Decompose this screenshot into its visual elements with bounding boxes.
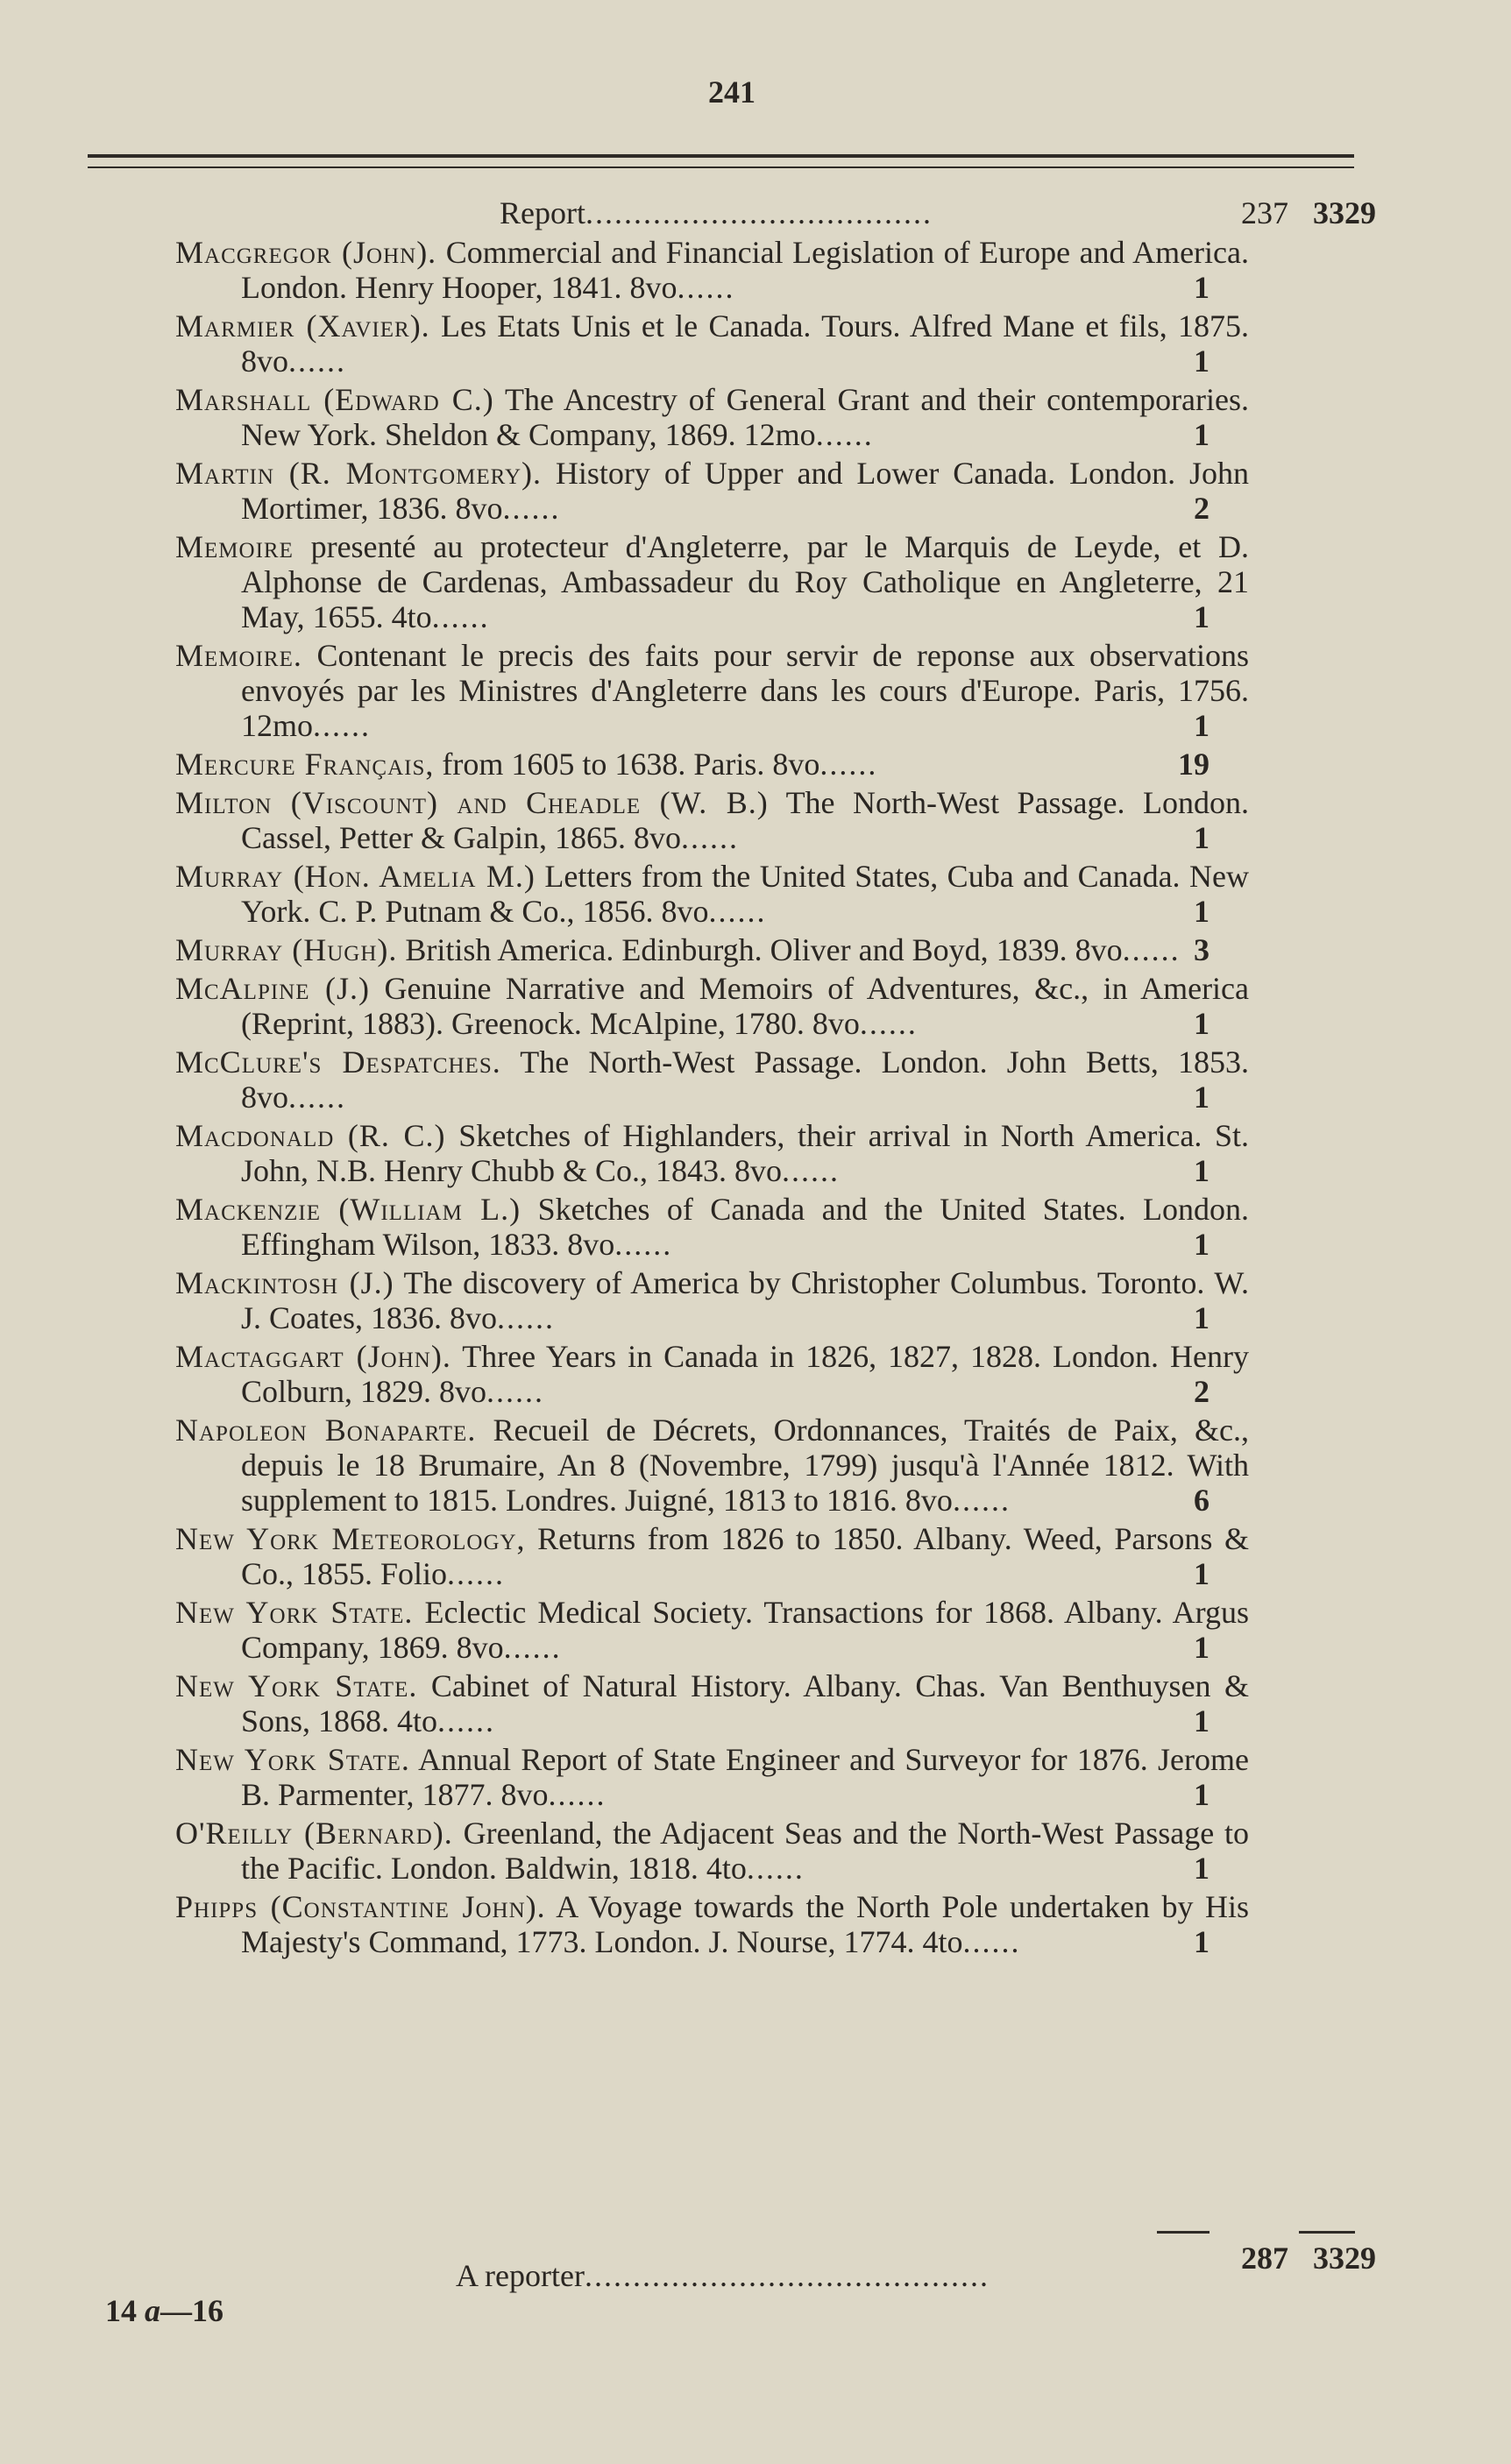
entry-title: A Voyage towards the North Pole undertaken by His Majesty's Command, 1773. London. J. Nourse, 1774. 4to [241,1889,1250,1959]
totals-total: 3329 [1313,2241,1376,2276]
page-number: 241 [708,74,756,110]
report-count: 237 [1241,195,1288,230]
entry-author: McAlpine (J.) [175,971,370,1006]
report-row [175,195,1385,235]
entry-quantity: 1 [1194,343,1210,379]
entry-title: The North-West Passage. London. Cassel, Petter & Galpin, 1865. 8vo [241,785,1249,855]
catalog-entry [175,1118,1385,1188]
leader-dots: ...... [502,491,561,526]
catalog-entry [175,1742,1385,1812]
entry-quantity: 1 [1194,1777,1210,1812]
report-total: 3329 [1313,195,1376,230]
leader-dots: ...... [1122,932,1181,967]
catalog-entry [175,1192,1385,1262]
header-rule [88,154,1354,158]
entry-text [175,747,1249,782]
entry-author: New York Meteorology, [175,1521,526,1556]
entry-title: Commercial and Financial Legislation of Europe and America. London. Henry Hooper, 1841. 8vo [241,235,1250,305]
entry-quantity: 2 [1194,491,1210,526]
entry-quantity: 1 [1194,820,1210,855]
leader-dots: ...... [952,1483,1011,1518]
entry-quantity: 1 [1194,1703,1210,1738]
entry-title: Eclectic Medical Society. Transactions for 1868. Albany. Argus Company, 1869. 8vo [241,1595,1250,1665]
entry-title: Genuine Narrative and Memoirs of Adventures, &c., in America (Reprint, 1883). Greenock. McAlpine, 1780. 8vo [241,971,1250,1041]
entry-author: New York State. [175,1668,418,1703]
catalog-entry [175,1889,1385,1959]
entry-title: History of Upper and Lower Canada. London. John Mortimer, 1836. 8vo [241,456,1250,526]
entry-author: Macdonald (R. C.) [175,1118,446,1153]
leader-dots: ...... [431,599,490,634]
catalog-entry [175,1339,1385,1409]
entry-quantity: 1 [1194,599,1210,634]
count-rule [1157,2231,1210,2234]
catalog-entry [175,932,1385,967]
entry-quantity: 1 [1194,417,1210,452]
leader-dots: ...... [497,1300,555,1335]
entry-text [175,1668,1249,1738]
catalog-entry [175,971,1385,1041]
entry-quantity: 1 [1194,1153,1210,1188]
leader-dots: ...... [815,417,874,452]
catalog-entry [175,382,1385,452]
leader-dots: ...... [859,1006,918,1041]
catalog-entry [175,1595,1385,1665]
entry-text [175,1742,1249,1812]
entry-quantity: 1 [1194,1630,1210,1665]
leader-dots: ...... [614,1227,673,1262]
leader-dots: ...... [437,1703,496,1738]
entry-text [175,529,1249,634]
entry-title: Recueil de Décrets, Ordonnances, Traités de Paix, &c., depuis le 18 Brumaire, An 8 (Novembre, 1799) jusqu'à l'Année 1812. With supplement to 1815. Londres. Juigné, 1813 to 1816. 8vo [241,1413,1249,1518]
entry-author: New York State. [175,1595,414,1630]
entry-author: Martin (R. Montgomery). [175,456,543,491]
entry-author: Mackenzie (William L.) [175,1192,521,1227]
entry-title: from 1605 to 1638. Paris. 8vo [442,747,820,782]
entry-text [175,1265,1249,1335]
entry-title: The discovery of America by Christopher Columbus. Toronto. W. J. Coates, 1836. 8vo [241,1265,1249,1335]
entry-author: Memoire. [175,638,302,673]
entry-text [175,456,1249,526]
entry-title: Cabinet of Natural History. Albany. Chas. Van Benthuysen & Sons, 1868. 4to [241,1668,1250,1738]
entry-author: Macgregor (John). [175,235,437,270]
entry-text [175,1118,1249,1188]
entry-quantity: 1 [1194,1924,1210,1959]
catalog-entry [175,456,1385,526]
entry-author: Mackintosh (J.) [175,1265,394,1300]
entry-title: Les Etats Unis et le Canada. Tours. Alfred Mane et fils, 1875. 8vo [241,308,1250,379]
leader-dots: ...... [680,820,739,855]
leader-dots: ...... [548,1777,607,1812]
leader-dots: ...... [486,1374,545,1409]
entry-text [175,785,1249,855]
entry-text [175,932,1249,967]
entry-title: The North-West Passage. London. John Betts, 1853. 8vo [241,1044,1249,1115]
entry-title: Letters from the United States, Cuba and Canada. New York. C. P. Putnam & Co., 1856. 8vo [241,859,1250,929]
entry-text [175,235,1249,305]
catalog-entry [175,1521,1385,1591]
leader-dots: ...... [447,1556,506,1591]
entry-quantity: 1 [1194,1227,1210,1262]
catalog-entry [175,529,1385,634]
catalog-entry [175,785,1385,855]
entry-quantity: 1 [1194,270,1210,305]
entry-quantity: 2 [1194,1374,1210,1409]
totals-count: 287 [1241,2241,1288,2276]
entry-quantity: 1 [1194,1300,1210,1335]
footer-code: 14 a—16 [105,2293,223,2328]
entry-text [175,1816,1249,1886]
catalog-entry [175,859,1385,929]
entry-author: McClure's Despatches. [175,1044,501,1080]
leader-dots: ...... [288,343,346,379]
entry-author: Murray (Hon. Amelia M.) [175,859,536,894]
entry-quantity: 3 [1194,932,1210,967]
entry-title: The Ancestry of General Grant and their contemporaries. New York. Sheldon & Company, 1869. 12mo [241,382,1250,452]
leader-dots: ...... [962,1924,1021,1959]
entry-author: Marmier (Xavier). [175,308,430,343]
entry-quantity: 1 [1194,894,1210,929]
entry-title: Returns from 1826 to 1850. Albany. Weed, Parsons & Co., 1855. Folio [241,1521,1250,1591]
leader-dots: ...... [313,708,372,743]
entry-author: Milton (Viscount) and Cheadle (W. B.) [175,785,769,820]
report-label: Report.................................... [500,195,933,230]
catalog-entry [175,638,1385,743]
leader-dots: ...... [782,1153,841,1188]
entry-quantity: 1 [1194,708,1210,743]
entry-title: Sketches of Highlanders, their arrival in North America. St. John, N.B. Henry Chubb & Co., 1843. 8vo [241,1118,1250,1188]
entry-text [175,859,1249,929]
total-rule [1299,2231,1355,2234]
entry-title: Sketches of Canada and the United States. London. Effingham Wilson, 1833. 8vo [241,1192,1250,1262]
entry-author: O'Reilly (Bernard). [175,1816,453,1851]
entry-text [175,1413,1249,1518]
entry-author: Memoire [175,529,294,564]
entry-text [175,1192,1249,1262]
entry-text [175,308,1249,379]
header-rule-thin [88,166,1354,168]
entry-title: Greenland, the Adjacent Seas and the North-West Passage to the Pacific. London. Baldwin, 1818. 4to [241,1816,1250,1886]
totals-row [175,2231,1385,2301]
entry-title: Contenant le precis des faits pour servir de reponse aux observations envoyés par les Ministres d'Angleterre dans les cours d'Europe. Paris, 1756. 12mo [241,638,1250,743]
entry-title: presenté au protecteur d'Angleterre, par le Marquis de Leyde, et D. Alphonse de Cardenas, Ambassadeur du Roy Catholique en Angleterre, 21 May, 1655. 4to [241,529,1249,634]
catalog-entry [175,1413,1385,1518]
leader-dots: ...... [677,270,735,305]
entry-text [175,638,1249,743]
entry-author: New York State. [175,1742,410,1777]
catalog-entry [175,1816,1385,1886]
catalog-entry [175,235,1385,305]
entry-author: Murray (Hugh). [175,932,398,967]
entry-title: Annual Report of State Engineer and Surveyor for 1876. Jerome B. Parmenter, 1877. 8vo [241,1742,1249,1812]
entry-quantity: 19 [1178,747,1210,782]
entry-author: Marshall (Edward C.) [175,382,494,417]
entry-quantity: 1 [1194,1556,1210,1591]
entry-text [175,1521,1249,1591]
entry-author: Phipps (Constantine John). [175,1889,546,1924]
leader-dots: ...... [819,747,878,782]
entry-quantity: 1 [1194,1006,1210,1041]
entry-text [175,1595,1249,1665]
entry-text [175,1339,1249,1409]
catalog-entry [175,1044,1385,1115]
catalog-entry [175,747,1385,782]
entry-quantity: 1 [1194,1851,1210,1886]
leader-dots: ...... [503,1630,562,1665]
entry-author: Napoleon Bonaparte. [175,1413,477,1448]
entry-author: Mercure Français, [175,747,435,782]
entry-text [175,971,1249,1041]
catalog-entry [175,1265,1385,1335]
entry-quantity: 1 [1194,1080,1210,1115]
catalog-entry [175,308,1385,379]
entry-list [175,195,1385,1963]
leader-dots: ...... [288,1080,346,1115]
leader-dots: ...... [746,1851,805,1886]
leader-dots: ...... [708,894,767,929]
entry-title: British America. Edinburgh. Oliver and Boyd, 1839. 8vo [405,932,1123,967]
entry-quantity: 6 [1194,1483,1210,1518]
entry-text [175,1889,1249,1959]
totals-label: A reporter.......................................... [456,2258,990,2293]
catalog-entry [175,1668,1385,1738]
entry-title: Three Years in Canada in 1826, 1827, 1828. London. Henry Colburn, 1829. 8vo [241,1339,1250,1409]
entry-text [175,1044,1249,1115]
entry-text [175,382,1249,452]
entry-author: Mactaggart (John). [175,1339,451,1374]
